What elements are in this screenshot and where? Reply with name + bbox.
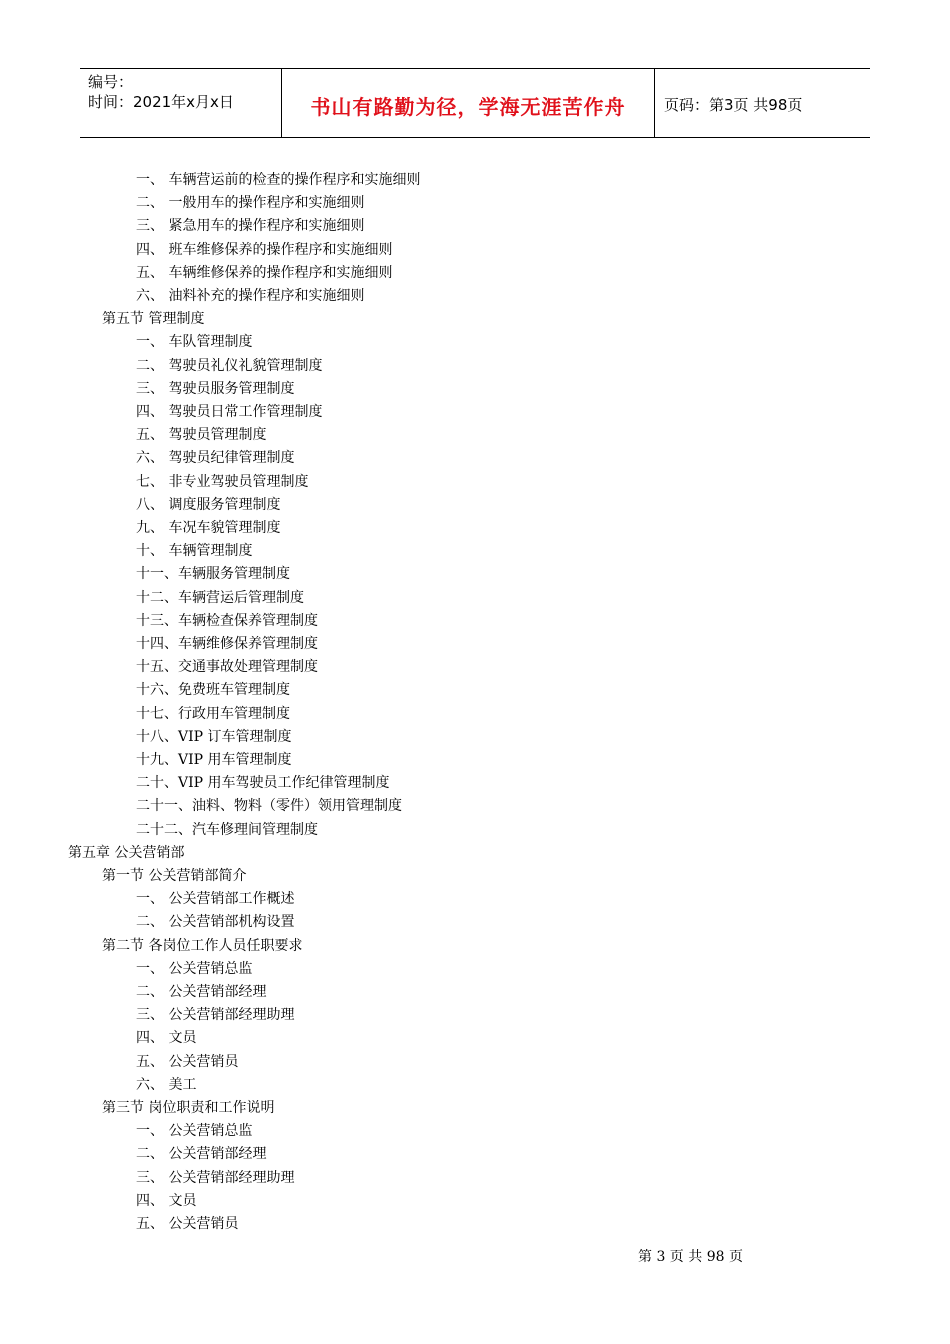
toc-item: 五、 公关营销员 — [136, 1216, 239, 1232]
toc-item: 十八、VIP 订车管理制度 — [136, 728, 292, 745]
toc-item: 四、 班车维修保养的操作程序和实施细则 — [136, 241, 393, 258]
toc-section: 第五节 管理制度 — [102, 311, 205, 328]
toc-item: 二十二、汽车修理间管理制度 — [136, 821, 318, 838]
toc-item: 三、 公关营销部经理助理 — [136, 1169, 295, 1186]
toc-item: 十四、车辆维修保养管理制度 — [136, 636, 318, 652]
toc-item: 四、 驾驶员日常工作管理制度 — [136, 404, 323, 420]
toc-item: 十七、行政用车管理制度 — [136, 705, 290, 722]
toc-item: 二十、VIP 用车驾驶员工作纪律管理制度 — [136, 775, 390, 792]
toc-item: 十三、车辆检查保养管理制度 — [136, 612, 318, 629]
toc-item: 一、 公关营销总监 — [136, 1123, 253, 1140]
header-motto: 书山有路勤为径，学海无涯苦作舟 — [310, 95, 626, 119]
toc-item: 九、 车况车貌管理制度 — [136, 520, 281, 536]
toc-item: 十二、车辆营运后管理制度 — [136, 589, 304, 606]
toc-item: 三、 公关营销部经理助理 — [136, 1007, 295, 1024]
header-left-cell — [88, 72, 234, 112]
toc-item: 十一、车辆服务管理制度 — [136, 566, 290, 583]
toc-item: 八、 调度服务管理制度 — [136, 496, 281, 513]
toc-item: 二、 公关营销部经理 — [136, 1146, 267, 1163]
toc-item: 六、 驾驶员纪律管理制度 — [136, 450, 295, 467]
toc-item: 二、 公关营销部经理 — [136, 984, 267, 1000]
header-page-info: 页码：第3页 共98页 — [664, 96, 803, 114]
page-header — [80, 68, 870, 138]
toc-item: 十九、VIP 用车管理制度 — [136, 752, 292, 768]
toc-item: 三、 紧急用车的操作程序和实施细则 — [136, 218, 365, 235]
toc-item: 三、 驾驶员服务管理制度 — [136, 380, 295, 397]
page-footer: 第 3 页 共 98 页 — [638, 1249, 743, 1265]
toc-item: 六、 美工 — [136, 1076, 197, 1093]
toc-item: 一、 车队管理制度 — [136, 334, 253, 351]
toc-item: 十、 车辆管理制度 — [136, 543, 253, 560]
toc-item: 四、 文员 — [136, 1030, 197, 1047]
toc-item: 一、 公关营销部工作概述 — [136, 891, 295, 908]
toc-item: 五、 车辆维修保养的操作程序和实施细则 — [136, 264, 393, 281]
toc-section: 第二节 各岗位工作人员任职要求 — [102, 937, 303, 954]
toc-item: 十六、免费班车管理制度 — [136, 682, 290, 699]
toc-section: 第一节 公关营销部简介 — [102, 868, 247, 884]
toc-item: 二、 公关营销部机构设置 — [136, 914, 295, 931]
toc-item: 十五、交通事故处理管理制度 — [136, 659, 318, 676]
toc-item: 一、 车辆营运前的检查的操作程序和实施细则 — [136, 172, 421, 188]
toc-item: 四、 文员 — [136, 1192, 197, 1209]
toc-item: 五、 公关营销员 — [136, 1053, 239, 1070]
toc-item: 六、 油料补充的操作程序和实施细则 — [136, 288, 365, 304]
header-divider — [654, 69, 655, 137]
toc-item: 一、 公关营销总监 — [136, 960, 253, 977]
toc-item: 五、 驾驶员管理制度 — [136, 427, 267, 444]
toc-item: 二、 驾驶员礼仪礼貌管理制度 — [136, 357, 323, 374]
toc-chapter: 第五章 公关营销部 — [68, 844, 185, 861]
toc-section: 第三节 岗位职责和工作说明 — [102, 1100, 275, 1116]
toc-item: 二、 一般用车的操作程序和实施细则 — [136, 195, 365, 212]
toc-item: 二十一、油料、物料（零件）领用管理制度 — [136, 798, 402, 815]
document-number-label: 编号： — [88, 73, 134, 91]
document-time-label: 时间：2021年x月x日 — [88, 93, 234, 111]
toc-item: 七、 非专业驾驶员管理制度 — [136, 473, 309, 490]
